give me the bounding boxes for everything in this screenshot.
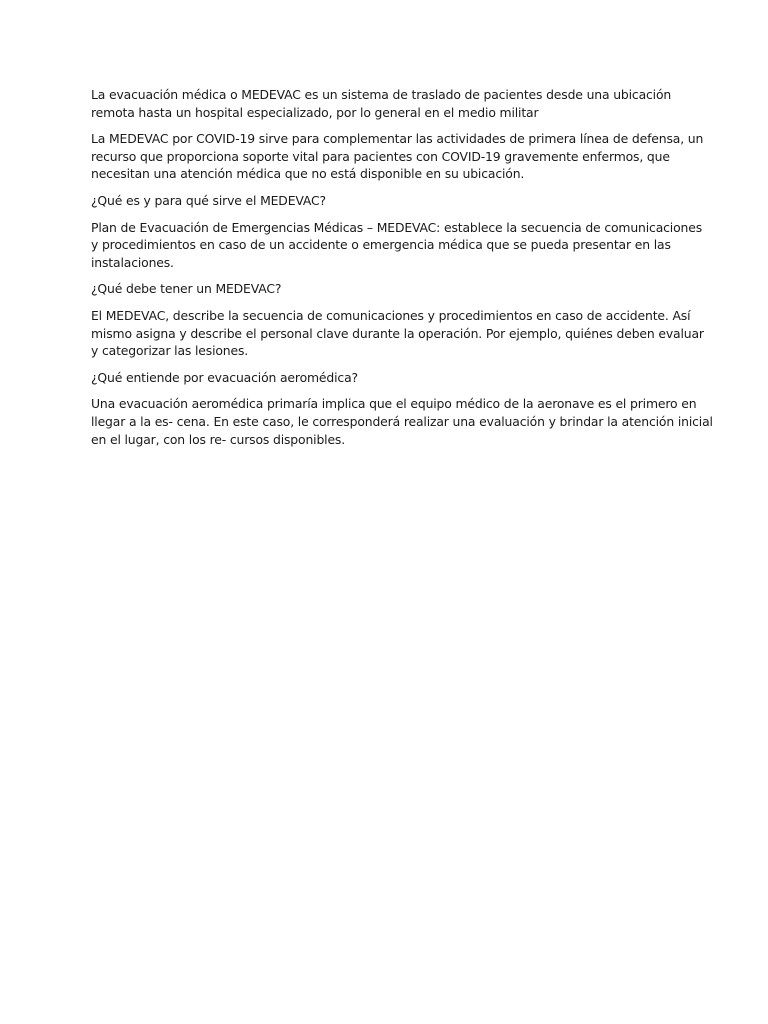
text-line: instalaciones. [91,254,174,270]
question-what-must-medevac-have [91,280,679,298]
text-line: La evacuación médica o MEDEVAC es un sistema de traslado de pacientes desde una ubicación [91,87,672,102]
paragraph-medevac-sequence [91,307,704,360]
text-line: La MEDEVAC por COVID-19 sirve para complementar las actividades de primera línea de defensa, un [91,131,704,147]
text-line: El MEDEVAC, describe la secuencia de comunicaciones y procedimientos en caso de accidente. Así [91,307,691,323]
paragraph-medevac-definition [91,86,679,121]
text-line: en el lugar, con los re- cursos disponibles. [91,431,346,447]
text-line: Plan de Evacuación de Emergencias Médicas – MEDEVAC: establece la secuencia de comunicaciones [91,219,703,235]
question-aeromedical-evacuation [91,369,679,387]
document-body [91,86,713,457]
paragraph-medevac-covid [91,130,704,183]
text-line: ¿Qué es y para qué sirve el MEDEVAC? [91,192,326,208]
text-line: Una evacuación aeromédica primaría implica que el equipo médico de la aeronave es el primero en [91,396,697,412]
text-line: llegar a la es- cena. En este caso, le corresponderá realizar una evaluación y brindar la atención inicial [91,413,713,429]
text-line: ¿Qué debe tener un MEDEVAC? [91,281,282,297]
paragraph-evacuation-plan [91,219,703,272]
text-line: recurso que proporciona soporte vital para pacientes con COVID-19 gravemente enfermos, que [91,148,670,164]
text-line: mismo asigna y describe el personal clave durante la operación. Por ejemplo, quiénes deben evaluar [91,325,704,341]
text-line: y procedimientos en caso de un accidente o emergencia médica que se pueda presentar en las [91,237,671,253]
text-line: ¿Qué entiende por evacuación aeromédica? [91,369,358,385]
text-line: y categorizar las lesiones. [91,343,249,359]
text-line: necesitan una atención médica que no está disponible en su ubicación. [91,166,525,182]
text-line: remota hasta un hospital especializado, por lo general en el medio militar [91,104,539,120]
paragraph-primary-aeromedical [91,395,713,448]
question-what-is-medevac [91,192,679,210]
